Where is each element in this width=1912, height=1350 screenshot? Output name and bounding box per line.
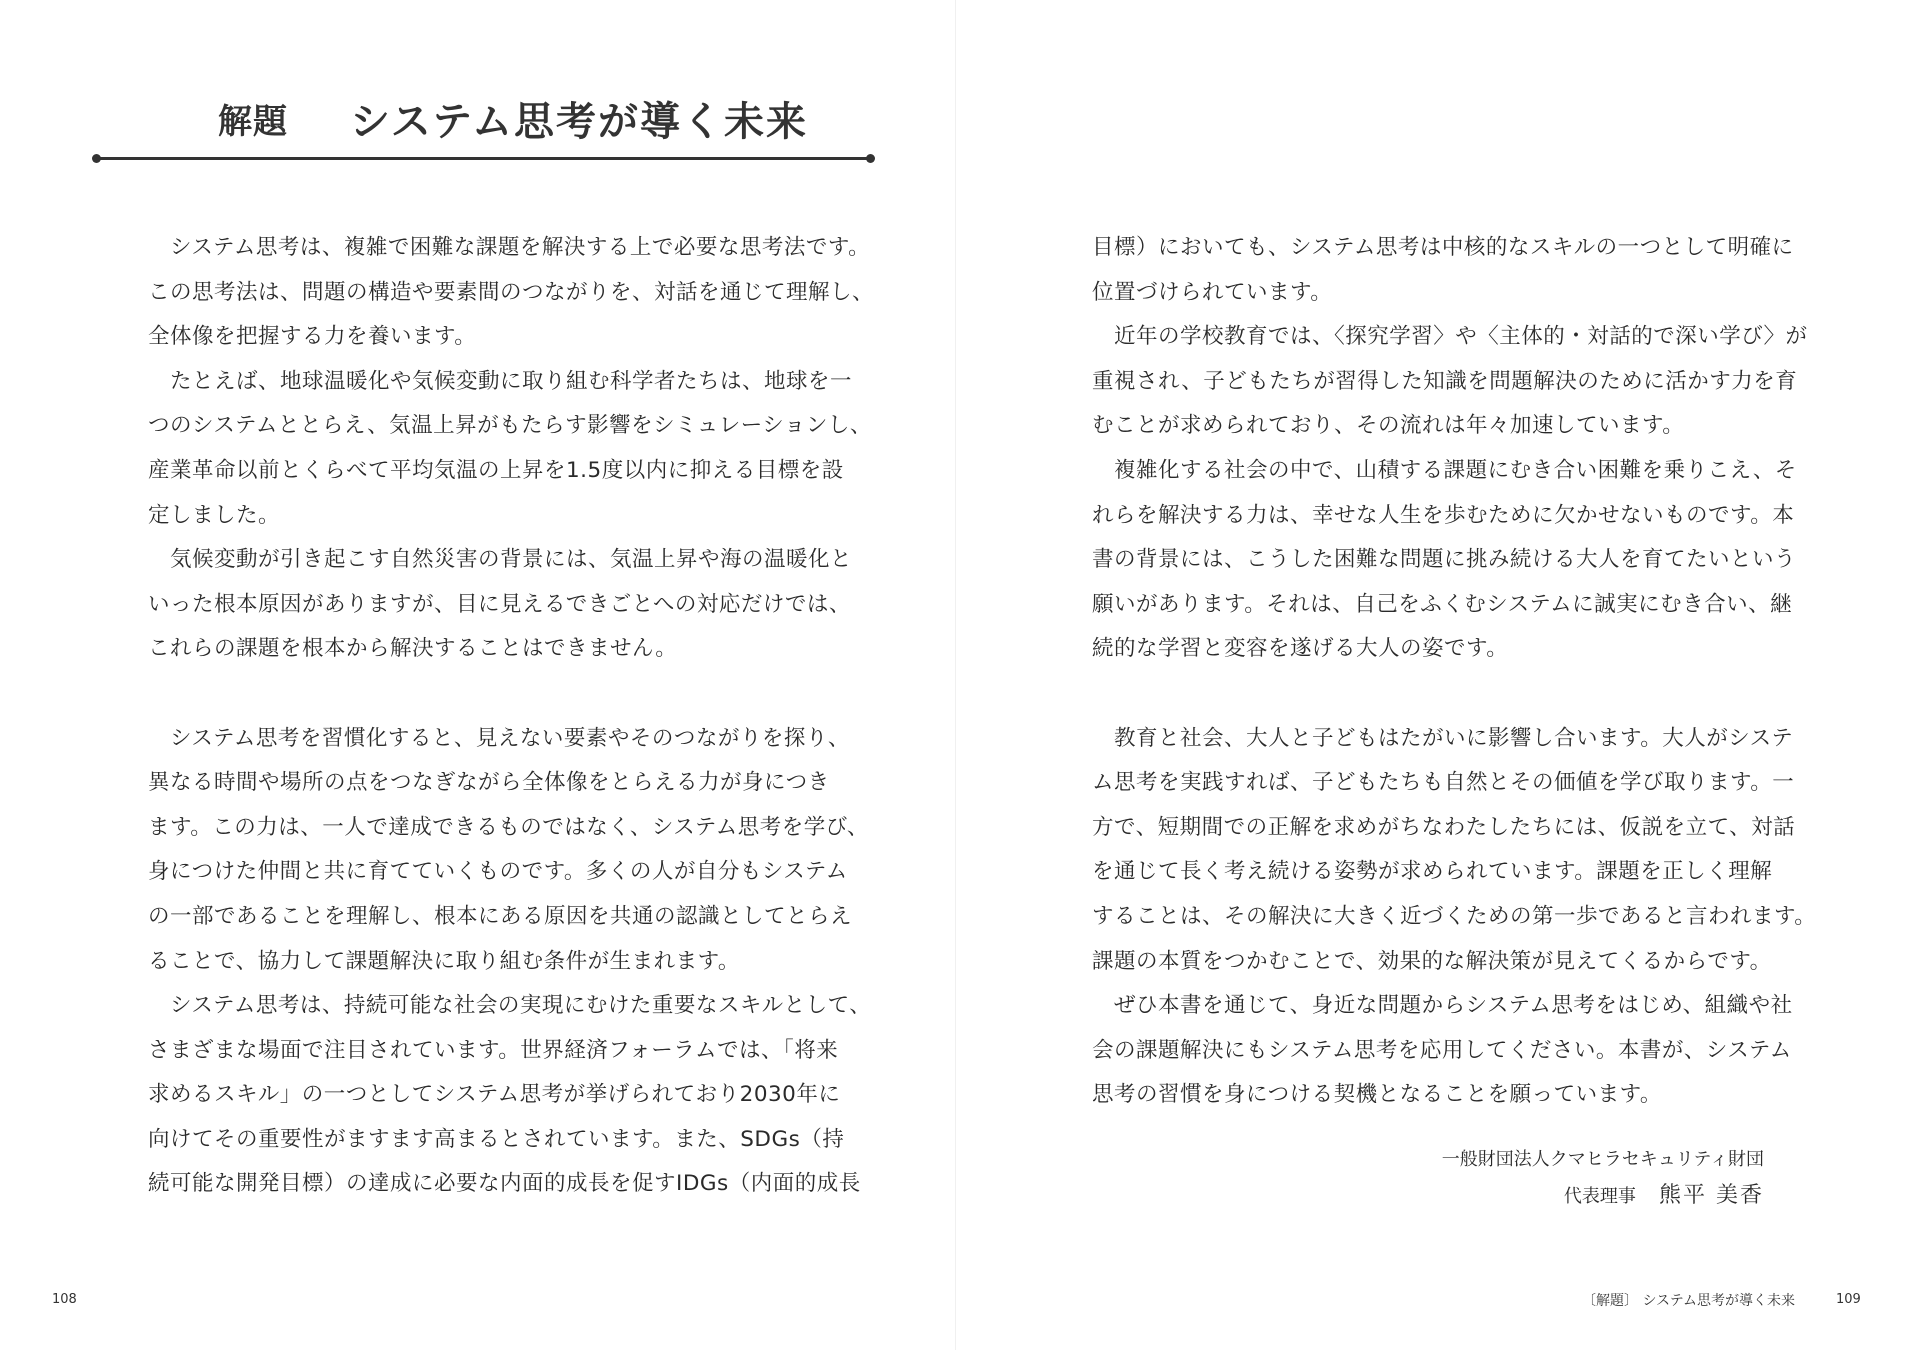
text-line: いった根本原因がありますが、目に見えるできごとへの対応だけでは、 (148, 591, 851, 617)
heading-title: システム思考が導く未来 (350, 98, 808, 145)
text-line: ぜひ本書を通じて、身近な問題からシステム思考をはじめ、組織や社 (1092, 993, 1793, 1019)
text-line: ます。この力は、一人で達成できるものではなく、システム思考を学び、 (148, 814, 869, 840)
text-line: この思考法は、問題の構造や要素間のつながりを、対話を通じて理解し、 (148, 279, 875, 305)
text-line: ム思考を実践すれば、子どもたちも自然とその価値を学び取ります。一 (1092, 770, 1795, 796)
text-line: 求めるスキル」の一つとしてシステム思考が挙げられており2030年に (148, 1082, 841, 1108)
text-line: することは、その解決に大きく近づくための第一歩であると言われます。 (1092, 903, 1817, 929)
signature-role: 代表理事 (1563, 1186, 1636, 1207)
text-line: 異なる時間や場所の点をつなぎながら全体像をとらえる力が身につき (148, 770, 830, 796)
text-line: 続可能な開発目標）の達成に必要な内面的成長を促すIDGs（内面的成長 (148, 1171, 861, 1197)
text-line: 身につけた仲間と共に育てていくものです。多くの人が自分もシステム (148, 859, 848, 885)
text-line: たとえば、地球温暖化や気候変動に取り組む科学者たちは、地球を一 (148, 368, 853, 394)
heading-rule (96, 157, 871, 160)
signature-block (1442, 1142, 1764, 1215)
left-body-text (148, 226, 874, 1207)
text-line: システム思考は、持続可能な社会の実現にむけた重要なスキルとして、 (148, 993, 872, 1019)
signature-role-line (1442, 1178, 1764, 1215)
text-line: 全体像を把握する力を養います。 (148, 324, 477, 350)
text-line: 気候変動が引き起こす自然災害の背景には、気温上昇や海の温暖化と (148, 547, 853, 573)
rule-dot-left (92, 154, 101, 163)
text-line: 目標）においても、システム思考は中核的なスキルの一つとして明確に (1092, 235, 1794, 260)
page-number-right: 109 (1836, 1292, 1861, 1307)
text-line: 思考の習慣を身につける契機となることを願っています。 (1092, 1082, 1662, 1108)
text-line: 産業革命以前とくらべて平均気温の上昇を1.5度以内に抑える目標を設 (148, 457, 844, 483)
right-body-text (1092, 226, 1816, 1118)
text-line: 願いがあります。それは、自己をふくむシステムに誠実にむき合い、継 (1092, 591, 1793, 617)
text-line: の一部であることを理解し、根本にある原因を共通の認識としてとらえ (148, 903, 853, 929)
text-line: 位置づけられています。 (1092, 279, 1333, 305)
text-line: 教育と社会、大人と子どもはたがいに影響し合います。大人がシステ (1092, 725, 1794, 751)
page-number-left: 108 (52, 1292, 77, 1307)
paragraph-gap (1092, 672, 1816, 717)
text-line: つのシステムととらえ、気温上昇がもたらす影響をシミュレーションし、 (148, 413, 872, 439)
heading-label: 解題 (218, 101, 288, 142)
text-line: システム思考は、複雑で困難な課題を解決する上で必要な思考法です。 (148, 235, 871, 260)
text-line: システム思考を習慣化すると、見えない要素やそのつながりを探り、 (148, 725, 850, 751)
text-line: 向けてその重要性がますます高まるとされています。また、SDGs（持 (148, 1126, 845, 1152)
chapter-heading (218, 88, 808, 148)
rule-dot-right (866, 154, 875, 163)
text-line: を通じて長く考え続ける姿勢が求められています。課題を正しく理解 (1092, 859, 1773, 885)
running-head: 〔解題〕 システム思考が導く未来 (1582, 1293, 1796, 1309)
text-line: 続的な学習と変容を遂げる大人の姿です。 (1092, 636, 1509, 662)
text-line: むことが求められており、その流れは年々加速しています。 (1092, 413, 1685, 439)
text-line: れらを解決する力は、幸せな人生を歩むために欠かせないものです。本 (1092, 502, 1795, 528)
text-line: 近年の学校教育では、〈探究学習〉や〈主体的・対話的で深い学び〉が (1092, 324, 1808, 350)
text-line: 重視され、子どもたちが習得した知識を問題解決のために活かす力を育 (1092, 368, 1798, 394)
text-line: 書の背景には、こうした困難な問題に挑み続ける大人を育てたいという (1092, 547, 1797, 573)
text-line: さまざまな場面で注目されています。世界経済フォーラムでは、「将来 (148, 1037, 839, 1063)
text-line: これらの課題を根本から解決することはできません。 (148, 636, 678, 662)
signature-organization: 一般財団法人クマヒラセキュリティ財団 (1441, 1149, 1764, 1170)
paragraph-gap (148, 672, 874, 717)
signature-name: 熊平 美香 (1659, 1183, 1764, 1208)
text-line: 会の課題解決にもシステム思考を応用してください。本書が、システム (1092, 1037, 1792, 1063)
text-line: 複雑化する社会の中で、山積する課題にむき合い困難を乗りこえ、そ (1092, 457, 1797, 483)
text-line: 課題の本質をつかむことで、効果的な解決策が見えてくるからです。 (1092, 948, 1772, 974)
text-line: ることで、協力して課題解決に取り組む条件が生まれます。 (148, 948, 740, 974)
text-line: 定しました。 (148, 502, 281, 528)
text-line: 方で、短期間での正解を求めがちなわたしたちには、仮説を立て、対話 (1092, 814, 1796, 840)
